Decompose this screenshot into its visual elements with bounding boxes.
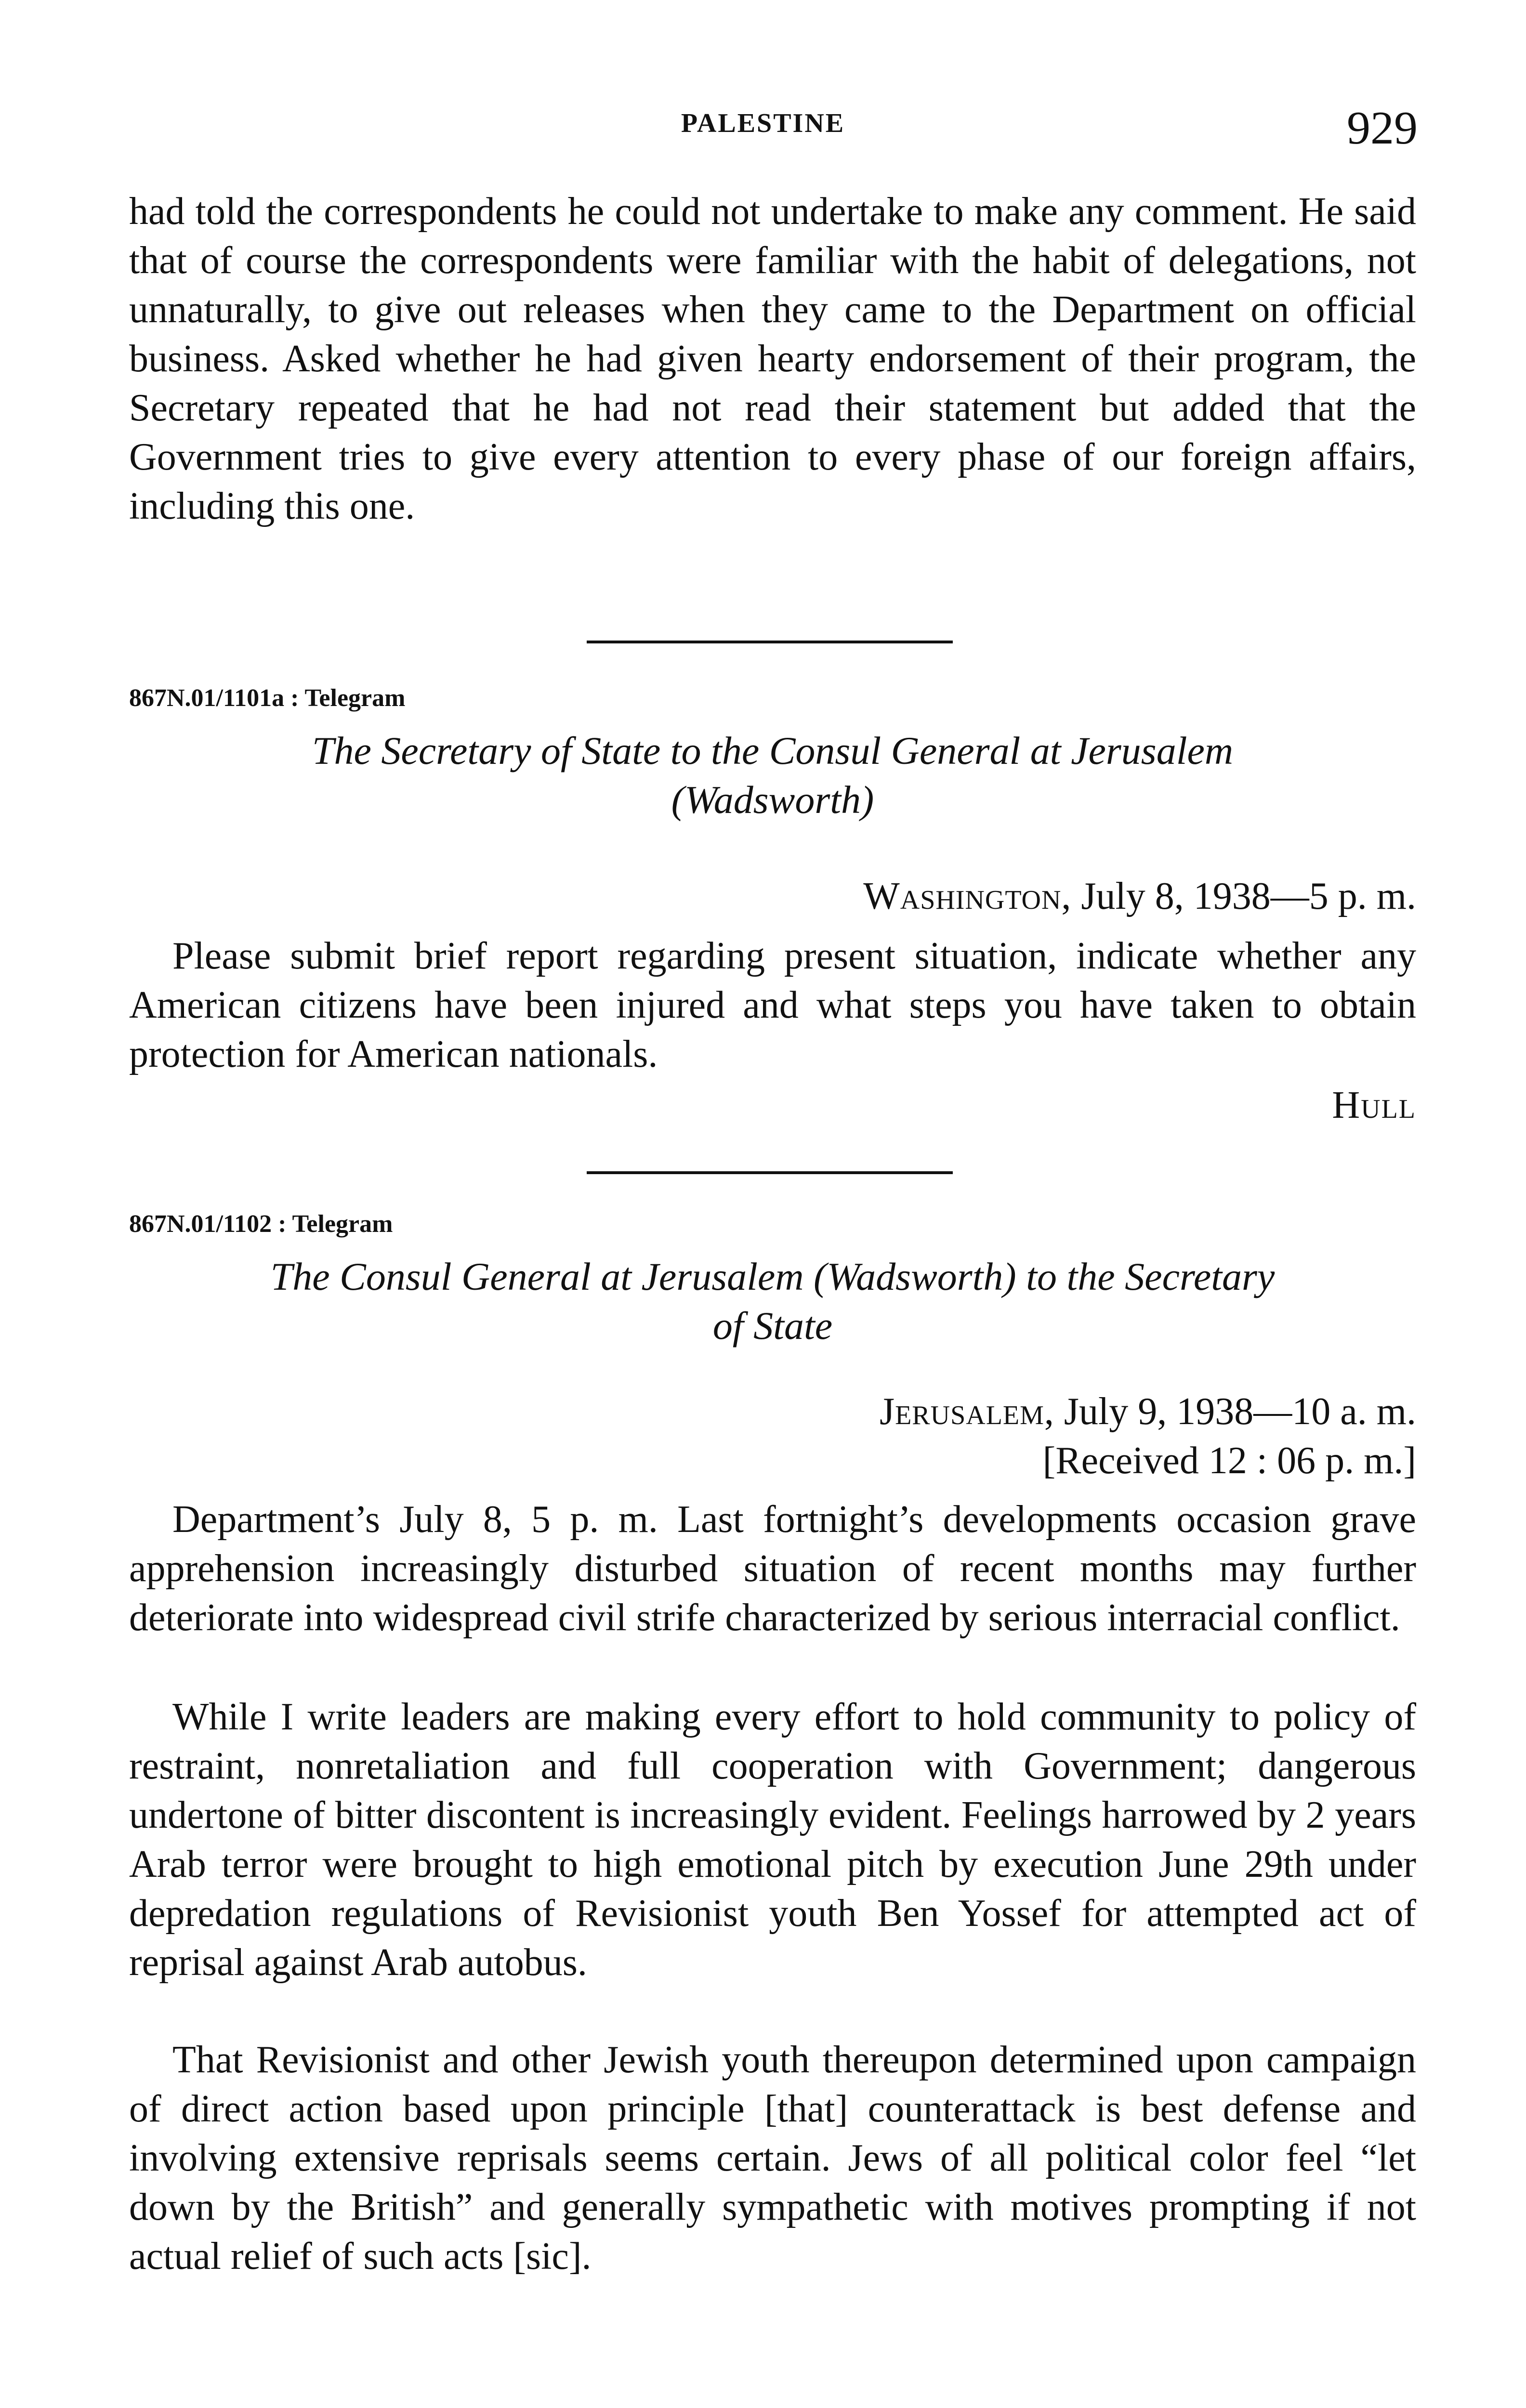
dateline-date: July 9, 1938—10 a. m. — [1064, 1390, 1416, 1433]
continued-paragraph: had told the correspondents he could not undertake to make any comment. He said that of course the correspondents were familiar with the habit of delegations, not unnaturally, to give out releases when they came to the Department on official business. Asked whether he had given hearty endorsement of their program, the Secretary repeated that he had not read their statement but added that the Government tries to give every attention to every phase of our foreign affairs, including this one. — [129, 190, 1416, 527]
dateline — [880, 1387, 1416, 1436]
document-heading — [129, 1252, 1416, 1350]
running-head-title: PALESTINE — [681, 108, 845, 138]
heading-line: The Consul General at Jerusalem (Wadsworth) to the Secretary — [270, 1255, 1275, 1298]
section-divider — [587, 1171, 953, 1174]
dateline-place: Washington, — [863, 875, 1072, 917]
file-identifier: 867N.01/1101a : Telegram — [129, 684, 406, 712]
received-note: [Received 12 : 06 p. m.] — [1042, 1440, 1416, 1482]
page-number: 929 — [1347, 102, 1418, 154]
dateline-place: Jerusalem, — [879, 1390, 1054, 1433]
dateline-date: July 8, 1938—5 p. m. — [1081, 875, 1416, 917]
heading-line: of State — [712, 1304, 833, 1348]
running-head — [0, 101, 1526, 154]
file-identifier: 867N.01/1102 : Telegram — [129, 1210, 393, 1238]
telegram-paragraph: That Revisionist and other Jewish youth thereupon determined upon campaign of direct action based upon principle [that] counterattack is best defense and involving extensive reprisals seems certain. Jews of all political color feel “let down by the British” and generally sympathetic with motives prompting if not actual relief of such acts [sic]. — [129, 2039, 1416, 2277]
signature: Hull — [1332, 1084, 1416, 1126]
heading-line: (Wadsworth) — [671, 778, 874, 822]
telegram-paragraph: While I write leaders are making every effort to hold community to policy of restraint, nonretaliation and full cooperation with Government; dangerous undertone of bitter discontent is increasingly evident. Feelings harrowed by 2 years Arab terror were brought to high emotional pitch by execution June 29th under depredation regulations of Revisionist youth Ben Yossef for attempted act of reprisal against Arab autobus. — [129, 1696, 1416, 1984]
heading-line: The Secretary of State to the Consul General at Jerusalem — [312, 729, 1234, 772]
document-heading — [129, 726, 1416, 824]
telegram-paragraph: Department’s July 8, 5 p. m. Last fortnight’s developments occasion grave apprehension increasingly disturbed situation of recent months may further deteriorate into widespread civil strife characterized by serious interracial conflict. — [129, 1498, 1416, 1639]
telegram-body: Please submit brief report regarding present situation, indicate whether any American citizens have been injured and what steps you have taken to obtain protection for American nationals. — [129, 935, 1416, 1075]
dateline — [863, 872, 1416, 921]
section-divider — [587, 641, 953, 643]
